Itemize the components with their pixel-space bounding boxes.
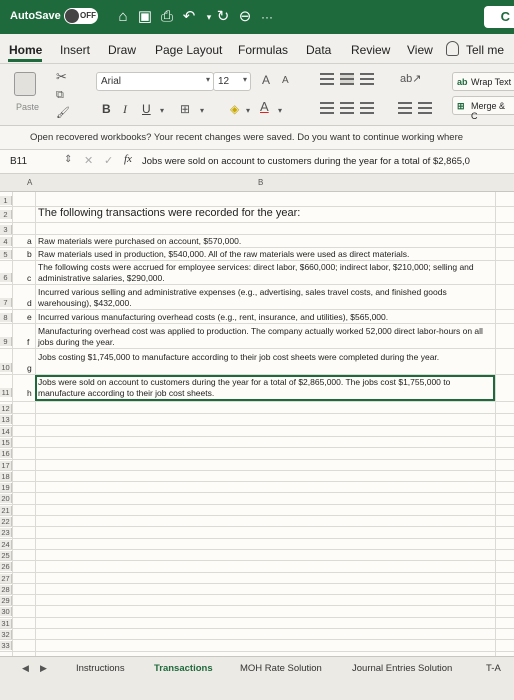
grid-line bbox=[0, 504, 514, 505]
column-header-b[interactable]: B bbox=[258, 178, 264, 187]
insert-function-icon[interactable]: fx bbox=[124, 153, 132, 165]
tab-page-layout[interactable]: Page Layout bbox=[155, 43, 223, 57]
align-bottom-icon[interactable] bbox=[360, 73, 374, 85]
row-header[interactable]: 29 bbox=[0, 596, 12, 605]
tell-me-search[interactable]: Tell me bbox=[466, 43, 505, 57]
ribbon-tabs bbox=[0, 34, 514, 64]
row-header[interactable]: 4 bbox=[0, 237, 12, 246]
row-header[interactable]: 16 bbox=[0, 449, 12, 458]
format-painter-icon[interactable]: 🖌 bbox=[56, 107, 70, 119]
row-header[interactable]: 15 bbox=[0, 438, 12, 447]
chevron-down-icon[interactable]: ▾ bbox=[246, 106, 251, 115]
sheet-tab-journal-entries-solution[interactable]: Journal Entries Solution bbox=[352, 663, 453, 674]
grid-line bbox=[0, 425, 514, 426]
save-icon[interactable]: ▣ bbox=[137, 8, 153, 25]
row-header[interactable]: 30 bbox=[0, 607, 12, 616]
grid-line bbox=[0, 526, 514, 527]
font-size-value: 12 bbox=[218, 76, 230, 87]
tab-active-indicator bbox=[8, 59, 42, 62]
grid-line bbox=[0, 515, 514, 516]
font-name-value: Arial bbox=[101, 76, 122, 87]
row-header[interactable]: 2 bbox=[0, 210, 12, 219]
cell-b10[interactable]: Jobs costing $1,745,000 to manufacture according to their job cost sheets were completed during the year. bbox=[38, 352, 440, 362]
italic-button[interactable]: I bbox=[123, 102, 127, 116]
font-color-icon[interactable]: A bbox=[260, 99, 269, 114]
cell-b9[interactable]: Manufacturing overhead cost was applied to production. The company actually worked 52,000 direct labor-hours on all jobs during the year. bbox=[38, 326, 483, 347]
tab-data[interactable]: Data bbox=[306, 43, 332, 57]
row-header[interactable]: 32 bbox=[0, 630, 12, 639]
cell-b6[interactable]: The following costs were accrued for employee services: direct labor, $660,000; indirect labor, $210,000; selling and administrative salaries, $290,000. bbox=[38, 262, 474, 283]
recovery-notice-text: Open recovered workbooks? Your recent changes were saved. Do you want to continue working where bbox=[30, 132, 464, 143]
wrap-text-label: Wrap Text bbox=[471, 77, 512, 87]
recovery-notice bbox=[0, 126, 514, 150]
cell-b8[interactable]: Incurred various manufacturing overhead costs (e.g., rent, insurance, and utilities), $565,000. bbox=[38, 312, 389, 322]
row-header[interactable]: 12 bbox=[0, 404, 12, 413]
grid-line bbox=[0, 309, 514, 310]
grid-line bbox=[0, 222, 514, 223]
autosave-label: AutoSave bbox=[10, 10, 61, 22]
grow-font-button[interactable]: A bbox=[262, 73, 271, 87]
cancel-icon[interactable]: ✕ bbox=[84, 155, 94, 167]
row-header[interactable]: 22 bbox=[0, 517, 12, 526]
sheet-tab-bar bbox=[0, 656, 514, 700]
chevron-down-icon[interactable]: ▾ bbox=[278, 106, 283, 115]
row-header[interactable]: 20 bbox=[0, 494, 12, 503]
grid-line bbox=[0, 572, 514, 573]
cell-a5[interactable]: b bbox=[27, 249, 32, 259]
align-center-icon[interactable] bbox=[340, 102, 354, 114]
fill-color-icon[interactable]: ◈ bbox=[230, 102, 240, 116]
row-header[interactable]: 3 bbox=[0, 225, 12, 234]
grid-line bbox=[0, 651, 514, 652]
shrink-font-button[interactable]: A bbox=[282, 75, 289, 86]
tab-home[interactable]: Home bbox=[9, 43, 43, 57]
cell-b7[interactable]: Incurred various selling and administrative expenses (e.g., advertising, sales travel costs, and finished goods warehousing), $432,000. bbox=[38, 287, 447, 308]
chevron-down-icon: ▾ bbox=[242, 75, 247, 84]
chevron-down-icon[interactable]: ▾ bbox=[160, 106, 165, 115]
cell-a9[interactable]: f bbox=[27, 337, 30, 347]
cell-b2[interactable]: The following transactions were recorded for the year: bbox=[38, 207, 301, 219]
row-header[interactable]: 17 bbox=[0, 461, 12, 470]
row-header[interactable]: 27 bbox=[0, 574, 12, 583]
chevron-down-icon[interactable]: ▾ bbox=[200, 106, 205, 115]
row-header[interactable]: 23 bbox=[0, 528, 12, 537]
row-header[interactable]: 10 bbox=[0, 363, 12, 372]
merge-label: Merge & C bbox=[471, 101, 506, 121]
cell-a11[interactable]: h bbox=[27, 388, 32, 398]
grid-line bbox=[0, 594, 514, 595]
underline-button[interactable]: U bbox=[142, 102, 151, 116]
orientation-icon[interactable]: ab↗ bbox=[400, 73, 422, 85]
title-bar bbox=[0, 0, 514, 34]
row-header[interactable]: 25 bbox=[0, 551, 12, 560]
sheet-tab-instructions[interactable]: Instructions bbox=[76, 663, 125, 674]
grid-line bbox=[0, 436, 514, 437]
customize-icon[interactable]: ⊖ bbox=[238, 8, 252, 25]
row-header[interactable]: 14 bbox=[0, 427, 12, 436]
align-right-icon[interactable] bbox=[360, 102, 374, 114]
grid-line bbox=[0, 617, 514, 618]
cell-a4[interactable]: a bbox=[27, 236, 32, 246]
name-box[interactable]: B11 bbox=[10, 156, 28, 167]
row-header[interactable]: 7 bbox=[0, 298, 12, 307]
autosave-state: OFF bbox=[80, 11, 96, 20]
row-header[interactable]: 24 bbox=[0, 540, 12, 549]
cell-a6[interactable]: c bbox=[27, 273, 32, 283]
grid-line bbox=[0, 481, 514, 482]
tab-view[interactable]: View bbox=[407, 43, 433, 57]
spreadsheet-grid[interactable] bbox=[0, 174, 514, 656]
grid-line bbox=[0, 234, 514, 235]
redo-icon[interactable]: ↻ bbox=[216, 8, 230, 25]
scroll-left-icon[interactable]: ◀ bbox=[22, 663, 29, 673]
grid-line bbox=[0, 447, 514, 448]
column-header-a[interactable]: A bbox=[27, 178, 33, 187]
tab-insert[interactable]: Insert bbox=[60, 43, 91, 57]
grid-line bbox=[0, 538, 514, 539]
row-header[interactable]: 9 bbox=[0, 337, 12, 346]
decrease-indent-icon[interactable] bbox=[398, 102, 412, 114]
print-icon[interactable]: ⎙ bbox=[160, 8, 173, 25]
grid-line bbox=[0, 401, 514, 402]
name-box-stepper-icon[interactable]: ⇕ bbox=[64, 154, 73, 165]
paste-label[interactable]: Paste bbox=[16, 102, 40, 112]
more-icon[interactable]: ··· bbox=[261, 10, 273, 24]
copy-icon[interactable]: ⧉ bbox=[56, 89, 64, 101]
chevron-down-icon: ▾ bbox=[205, 75, 210, 84]
borders-icon[interactable]: ⊞ bbox=[180, 102, 191, 116]
tab-review[interactable]: Review bbox=[351, 43, 391, 57]
sheet-tab-transactions[interactable]: Transactions bbox=[154, 663, 213, 674]
cell-a8[interactable]: e bbox=[27, 312, 32, 322]
increase-indent-icon[interactable] bbox=[418, 102, 432, 114]
confirm-icon[interactable]: ✓ bbox=[104, 155, 114, 167]
undo-dropdown-icon[interactable]: ▾ bbox=[206, 12, 212, 22]
bold-button[interactable]: B bbox=[102, 102, 111, 116]
align-left-icon[interactable] bbox=[320, 102, 334, 114]
undo-icon[interactable]: ↶ bbox=[182, 8, 196, 25]
font-size-select[interactable] bbox=[213, 72, 251, 91]
grid-line bbox=[0, 639, 514, 640]
cell-b4[interactable]: Raw materials were purchased on account, $570,000. bbox=[38, 236, 242, 246]
row-header[interactable]: 33 bbox=[0, 641, 12, 650]
grid-line bbox=[0, 560, 514, 561]
row-header[interactable]: 31 bbox=[0, 619, 12, 628]
home-icon[interactable]: ⌂ bbox=[118, 8, 128, 25]
toggle-knob bbox=[65, 9, 79, 23]
sheet-tab-moh-rate-solution[interactable]: MOH Rate Solution bbox=[240, 663, 322, 674]
tab-draw[interactable]: Draw bbox=[108, 43, 137, 57]
row-header[interactable]: 21 bbox=[0, 506, 12, 515]
row-header[interactable]: 18 bbox=[0, 472, 12, 481]
account-area[interactable] bbox=[484, 6, 514, 28]
grid-line bbox=[0, 284, 514, 285]
tab-formulas[interactable]: Formulas bbox=[238, 43, 289, 57]
formula-bar bbox=[0, 150, 514, 174]
scroll-right-icon[interactable]: ▶ bbox=[40, 663, 47, 673]
grid-line bbox=[0, 583, 514, 584]
grid-line bbox=[0, 247, 514, 248]
row-header[interactable]: 28 bbox=[0, 585, 12, 594]
merge-center-button[interactable] bbox=[452, 96, 514, 121]
grid-line bbox=[0, 492, 514, 493]
merge-icon: ⊞ bbox=[457, 101, 465, 111]
row-header[interactable]: 5 bbox=[0, 250, 12, 259]
sheet-tab-t-accounts[interactable]: T-A bbox=[486, 663, 501, 674]
lightbulb-icon bbox=[446, 41, 459, 56]
cell-a7[interactable]: d bbox=[27, 298, 32, 308]
row-header[interactable]: 6 bbox=[0, 273, 12, 282]
row-header[interactable]: 26 bbox=[0, 562, 12, 571]
row-header[interactable]: 8 bbox=[0, 313, 12, 322]
cell-a10[interactable]: g bbox=[27, 363, 32, 373]
grid-line bbox=[0, 323, 514, 324]
grid-line bbox=[0, 348, 514, 349]
align-top-icon[interactable] bbox=[320, 73, 334, 85]
grid-line bbox=[0, 605, 514, 606]
cell-b5[interactable]: Raw materials used in production, $540,000. All of the raw materials were used as direct materials. bbox=[38, 249, 410, 259]
align-middle-icon[interactable] bbox=[340, 73, 354, 85]
row-header[interactable]: 1 bbox=[0, 196, 12, 205]
font-name-select[interactable] bbox=[96, 72, 214, 91]
cell-b11[interactable]: Jobs were sold on account to customers during the year for a total of $2,865,000. The jobs cost $1,755,000 to manufacture according to their job cost sheets. bbox=[38, 377, 451, 398]
paste-icon[interactable] bbox=[14, 72, 36, 96]
account-icon: C bbox=[500, 9, 510, 24]
grid-line bbox=[0, 470, 514, 471]
wrap-text-button[interactable] bbox=[452, 72, 514, 91]
row-header[interactable]: 11 bbox=[0, 388, 12, 397]
ribbon-home bbox=[0, 64, 514, 126]
autosave-toggle[interactable] bbox=[64, 8, 98, 24]
column-headers bbox=[0, 174, 514, 192]
grid-line bbox=[0, 260, 514, 261]
grid-line bbox=[0, 549, 514, 550]
grid-line bbox=[0, 459, 514, 460]
row-header[interactable]: 13 bbox=[0, 415, 12, 424]
grid-line bbox=[0, 628, 514, 629]
cut-icon[interactable]: ✂ bbox=[56, 69, 67, 84]
wrap-text-icon: ab bbox=[457, 77, 468, 87]
row-header[interactable]: 19 bbox=[0, 483, 12, 492]
formula-input[interactable]: Jobs were sold on account to customers during the year for a total of $2,865,0 bbox=[142, 156, 470, 167]
grid-line bbox=[0, 413, 514, 414]
